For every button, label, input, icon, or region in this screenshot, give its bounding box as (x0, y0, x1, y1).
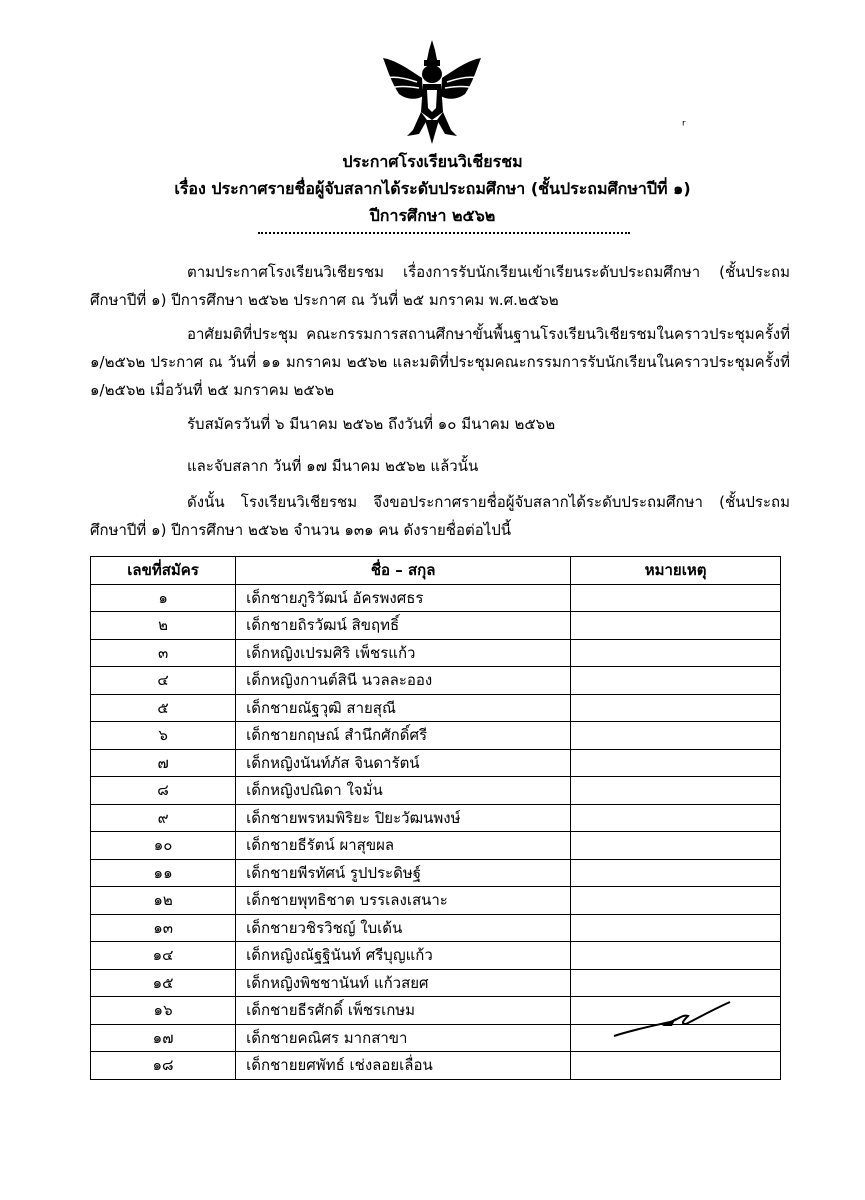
row-note (571, 832, 781, 860)
row-number: ๑๐ (91, 832, 236, 860)
table-row (91, 612, 781, 640)
table-row (91, 942, 781, 970)
row-number: ๕ (91, 694, 236, 722)
row-number: ๒ (91, 612, 236, 640)
row-name: เด็กชายยศพัทธ์ เช่งลอยเลื่อน (236, 1052, 571, 1080)
table-row (91, 887, 781, 915)
table-row (91, 584, 781, 612)
announcement-year: ปีการศึกษา ๒๕๖๒ (369, 206, 496, 225)
row-name: เด็กหญิงนันท์ภัส จินดารัตน์ (236, 749, 571, 777)
row-number: ๑๑ (91, 859, 236, 887)
paragraph-reference (90, 258, 790, 314)
column-header-number: เลขที่สมัคร (91, 557, 236, 585)
paragraph-announcement (90, 488, 790, 544)
row-number: ๘ (91, 777, 236, 805)
row-number: ๔ (91, 667, 236, 695)
row-name: เด็กชายธีรศักดิ์ เพ็ชรเกษม (236, 997, 571, 1025)
table-row (91, 914, 781, 942)
row-number: ๑๒ (91, 887, 236, 915)
announcement-title: ประกาศโรงเรียนวิเชียรชม (342, 152, 523, 171)
table-row (91, 1052, 781, 1080)
row-note (571, 969, 781, 997)
row-number: ๙ (91, 804, 236, 832)
stray-mark: ʳ (682, 118, 686, 134)
paragraph-reference-text: ตามประกาศโรงเรียนวิเชียรชม เรื่องการรับนักเรียนเข้าเรียนระดับประถมศึกษา (ชั้นประถมศึกษาปีที่ ๑) ปีการศึกษา ๒๕๖๒ ประกาศ ณ วันที่ ๒๕ มกราคม พ.ศ.๒๕๖๒ (90, 263, 790, 309)
row-note (571, 722, 781, 750)
row-number: ๑ (91, 584, 236, 612)
row-note (571, 749, 781, 777)
row-note (571, 639, 781, 667)
row-note (571, 667, 781, 695)
announcement-subject: เรื่อง ประกาศรายชื่อผู้จับสลากได้ระดับประถมศึกษา (ชั้นประถมศึกษาปีที่ ๑) (174, 179, 691, 198)
row-name: เด็กชายถิรวัฒน์ สิขฤทธิ์ (236, 612, 571, 640)
row-number: ๑๗ (91, 1024, 236, 1052)
row-number: ๖ (91, 722, 236, 750)
table-row (91, 859, 781, 887)
table-row (91, 969, 781, 997)
dotted-divider (258, 232, 630, 234)
paragraph-resolution-text: อาศัยมติที่ประชุม คณะกรรมการสถานศึกษาขั้นพื้นฐานโรงเรียนวิเชียรชมในคราวประชุมครั้งที่ ๑/๒๕๖๒ ประกาศ ณ วันที่ ๑๑ มกราคม ๒๕๖๒ และมติที่ประชุมคณะกรรมการรับนักเรียนในคราวประชุมครั้งที่ ๑/๒๕๖๒ เมื่อวันที่ ๒๕ มกราคม ๒๕๖๒ (90, 325, 790, 399)
row-name: เด็กชายพีรทัศน์ รูปประดิษฐ์ (236, 859, 571, 887)
column-header-name: ชื่อ – สกุล (236, 557, 571, 585)
row-name: เด็กชายคณิศร มากสาขา (236, 1024, 571, 1052)
row-name: เด็กชายณัฐวุฒิ สายสุณี (236, 694, 571, 722)
row-name: เด็กชายธีรัตน์ ผาสุขผล (236, 832, 571, 860)
paragraph-lottery-date: และจับสลาก วันที่ ๑๗ มีนาคม ๒๕๖๒ แล้วนั้น (187, 457, 479, 475)
row-note (571, 1052, 781, 1080)
row-note (571, 859, 781, 887)
row-number: ๑๔ (91, 942, 236, 970)
row-name: เด็กหญิงเปรมศิริ เพ็ชรแก้ว (236, 639, 571, 667)
row-name: เด็กชายพุทธิชาต บรรเลงเสนาะ (236, 887, 571, 915)
row-name: เด็กหญิงณัฐฐินันท์ ศรีบุญแก้ว (236, 942, 571, 970)
table-row (91, 832, 781, 860)
row-name: เด็กชายภูริวัฒน์ อัครพงศธร (236, 584, 571, 612)
row-number: ๓ (91, 639, 236, 667)
row-number: ๗ (91, 749, 236, 777)
table-row (91, 777, 781, 805)
row-note (571, 887, 781, 915)
row-note (571, 942, 781, 970)
table-row (91, 667, 781, 695)
table-row (91, 722, 781, 750)
table-header-row (91, 557, 781, 585)
table-row (91, 749, 781, 777)
row-number: ๑๓ (91, 914, 236, 942)
signature-mark (612, 1000, 732, 1040)
row-name: เด็กชายวชิรวิชญ์ ใบเด้น (236, 914, 571, 942)
table-row (91, 804, 781, 832)
paragraph-resolution (90, 320, 790, 404)
row-note (571, 612, 781, 640)
row-note (571, 777, 781, 805)
row-name: เด็กหญิงกานต์สินี นวลละออง (236, 667, 571, 695)
row-name: เด็กหญิงปณิดา ใจมั่น (236, 777, 571, 805)
row-number: ๑๕ (91, 969, 236, 997)
row-note (571, 914, 781, 942)
garuda-emblem-icon (377, 38, 487, 146)
row-name: เด็กหญิงพิชชานันท์ แก้วสยศ (236, 969, 571, 997)
table-row (91, 694, 781, 722)
row-note (571, 804, 781, 832)
row-note (571, 584, 781, 612)
row-name: เด็กชายพรหมพิริยะ ปิยะวัฒนพงษ์ (236, 804, 571, 832)
row-number: ๑๘ (91, 1052, 236, 1080)
row-number: ๑๖ (91, 997, 236, 1025)
row-name: เด็กชายกฤษณ์ สำนึกศักดิ์ศรี (236, 722, 571, 750)
paragraph-announcement-text: ดังนั้น โรงเรียนวิเชียรชม จึงขอประกาศรายชื่อผู้จับสลากได้ระดับประถมศึกษา (ชั้นประถมศึกษาปีที่ ๑) ปีการศึกษา ๒๕๖๒ จำนวน ๑๓๑ คน ดังรายชื่อต่อไปนี้ (90, 493, 790, 539)
column-header-note: หมายเหตุ (571, 557, 781, 585)
table-row (91, 639, 781, 667)
row-note (571, 694, 781, 722)
paragraph-application-dates: รับสมัครวันที่ ๖ มีนาคม ๒๕๖๒ ถึงวันที่ ๑๐ มีนาคม ๒๕๖๒ (187, 415, 556, 433)
